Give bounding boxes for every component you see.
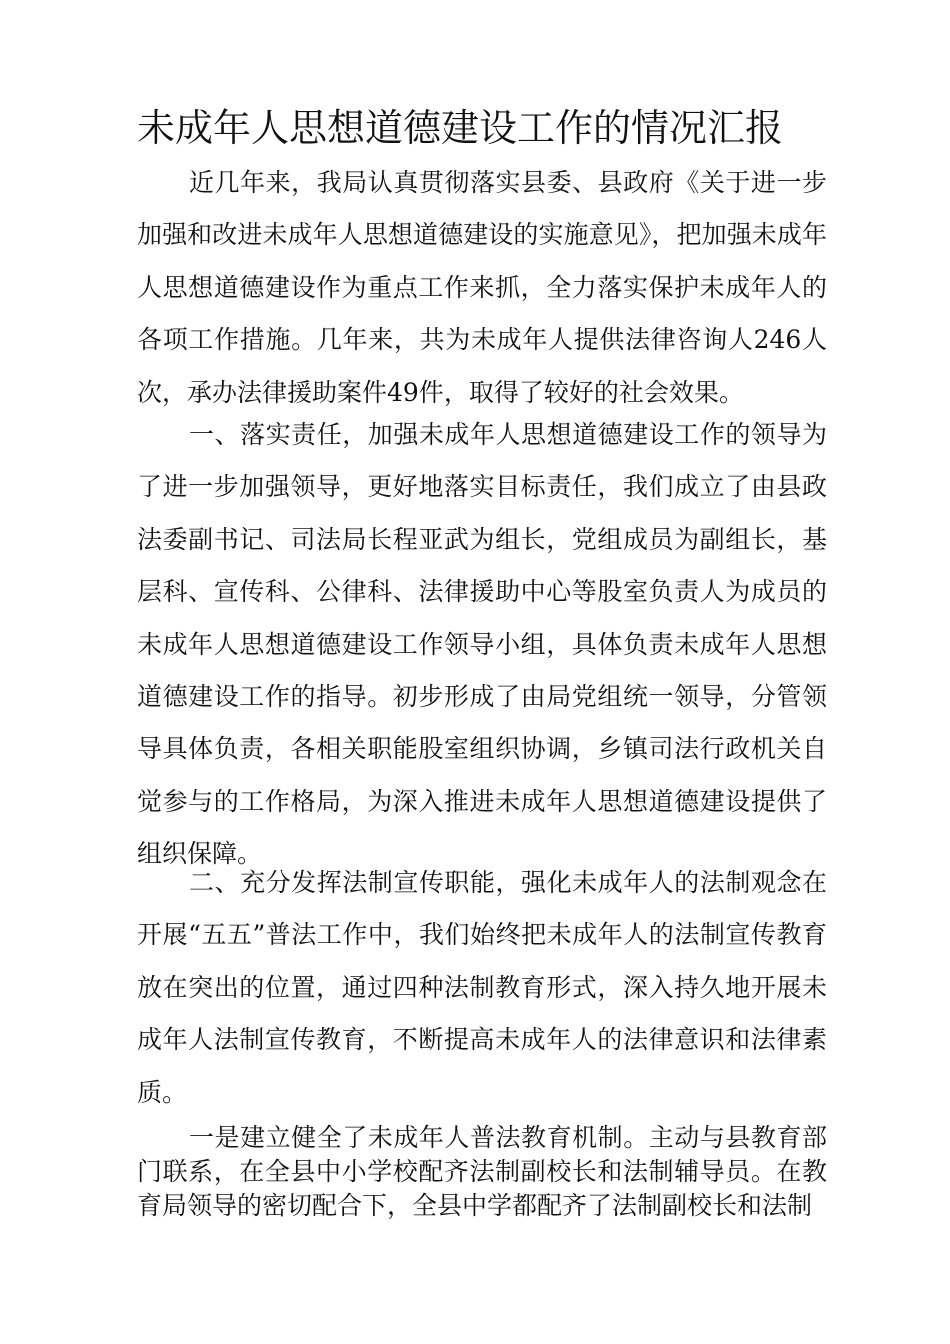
document-title: 未成年人思想道德建设工作的情况汇报 [137,106,784,150]
paragraph-section-two: 二、充分发挥法制宣传职能，强化未成年人的法制观念在开展“五五”普法工作中，我们始终把未成年人的法制宣传教育放在突出的位置，通过四种法制教育形式，深入持久地开展未成年人法制宣传教育，不断提高未成年人的法律意识和法律素质。 [137,868,827,1107]
paragraph-section-one: 一、落实责任，加强未成年人思想道德建设工作的领导为了进一步加强领导，更好地落实目标责任，我们成立了由县政法委副书记、司法局长程亚武为组长，党组成员为副组长，基层科、宣传科、公律科、法律援助中心等股室负责人为成员的未成年人思想道德建设工作领导小组，具体负责未成年人思想道德建设工作的指导。初步形成了由局党组统一领导，分管领导具体负责，各相关职能股室组织协调，乡镇司法行政机关自觉参与的工作格局，为深入推进未成年人思想道德建设提供了组织保障。 [137,420,827,869]
paragraph-point-one: 一是建立健全了未成年人普法教育机制。主动与县教育部门联系，在全县中小学校配齐法制副校长和法制辅导员。在教育局领导的密切配合下，全县中学都配齐了法制副校长和法制 [137,1123,827,1220]
paragraph-intro: 近几年来，我局认真贯彻落实县委、县政府《关于进一步加强和改进未成年人思想道德建设的实施意见》，把加强未成年人思想道德建设作为重点工作来抓，全力落实保护未成年人的各项工作措施。几年来，共为未成年人提供法律咨询人246人次，承办法律援助案件49件，取得了较好的社会效果。 [137,168,827,407]
